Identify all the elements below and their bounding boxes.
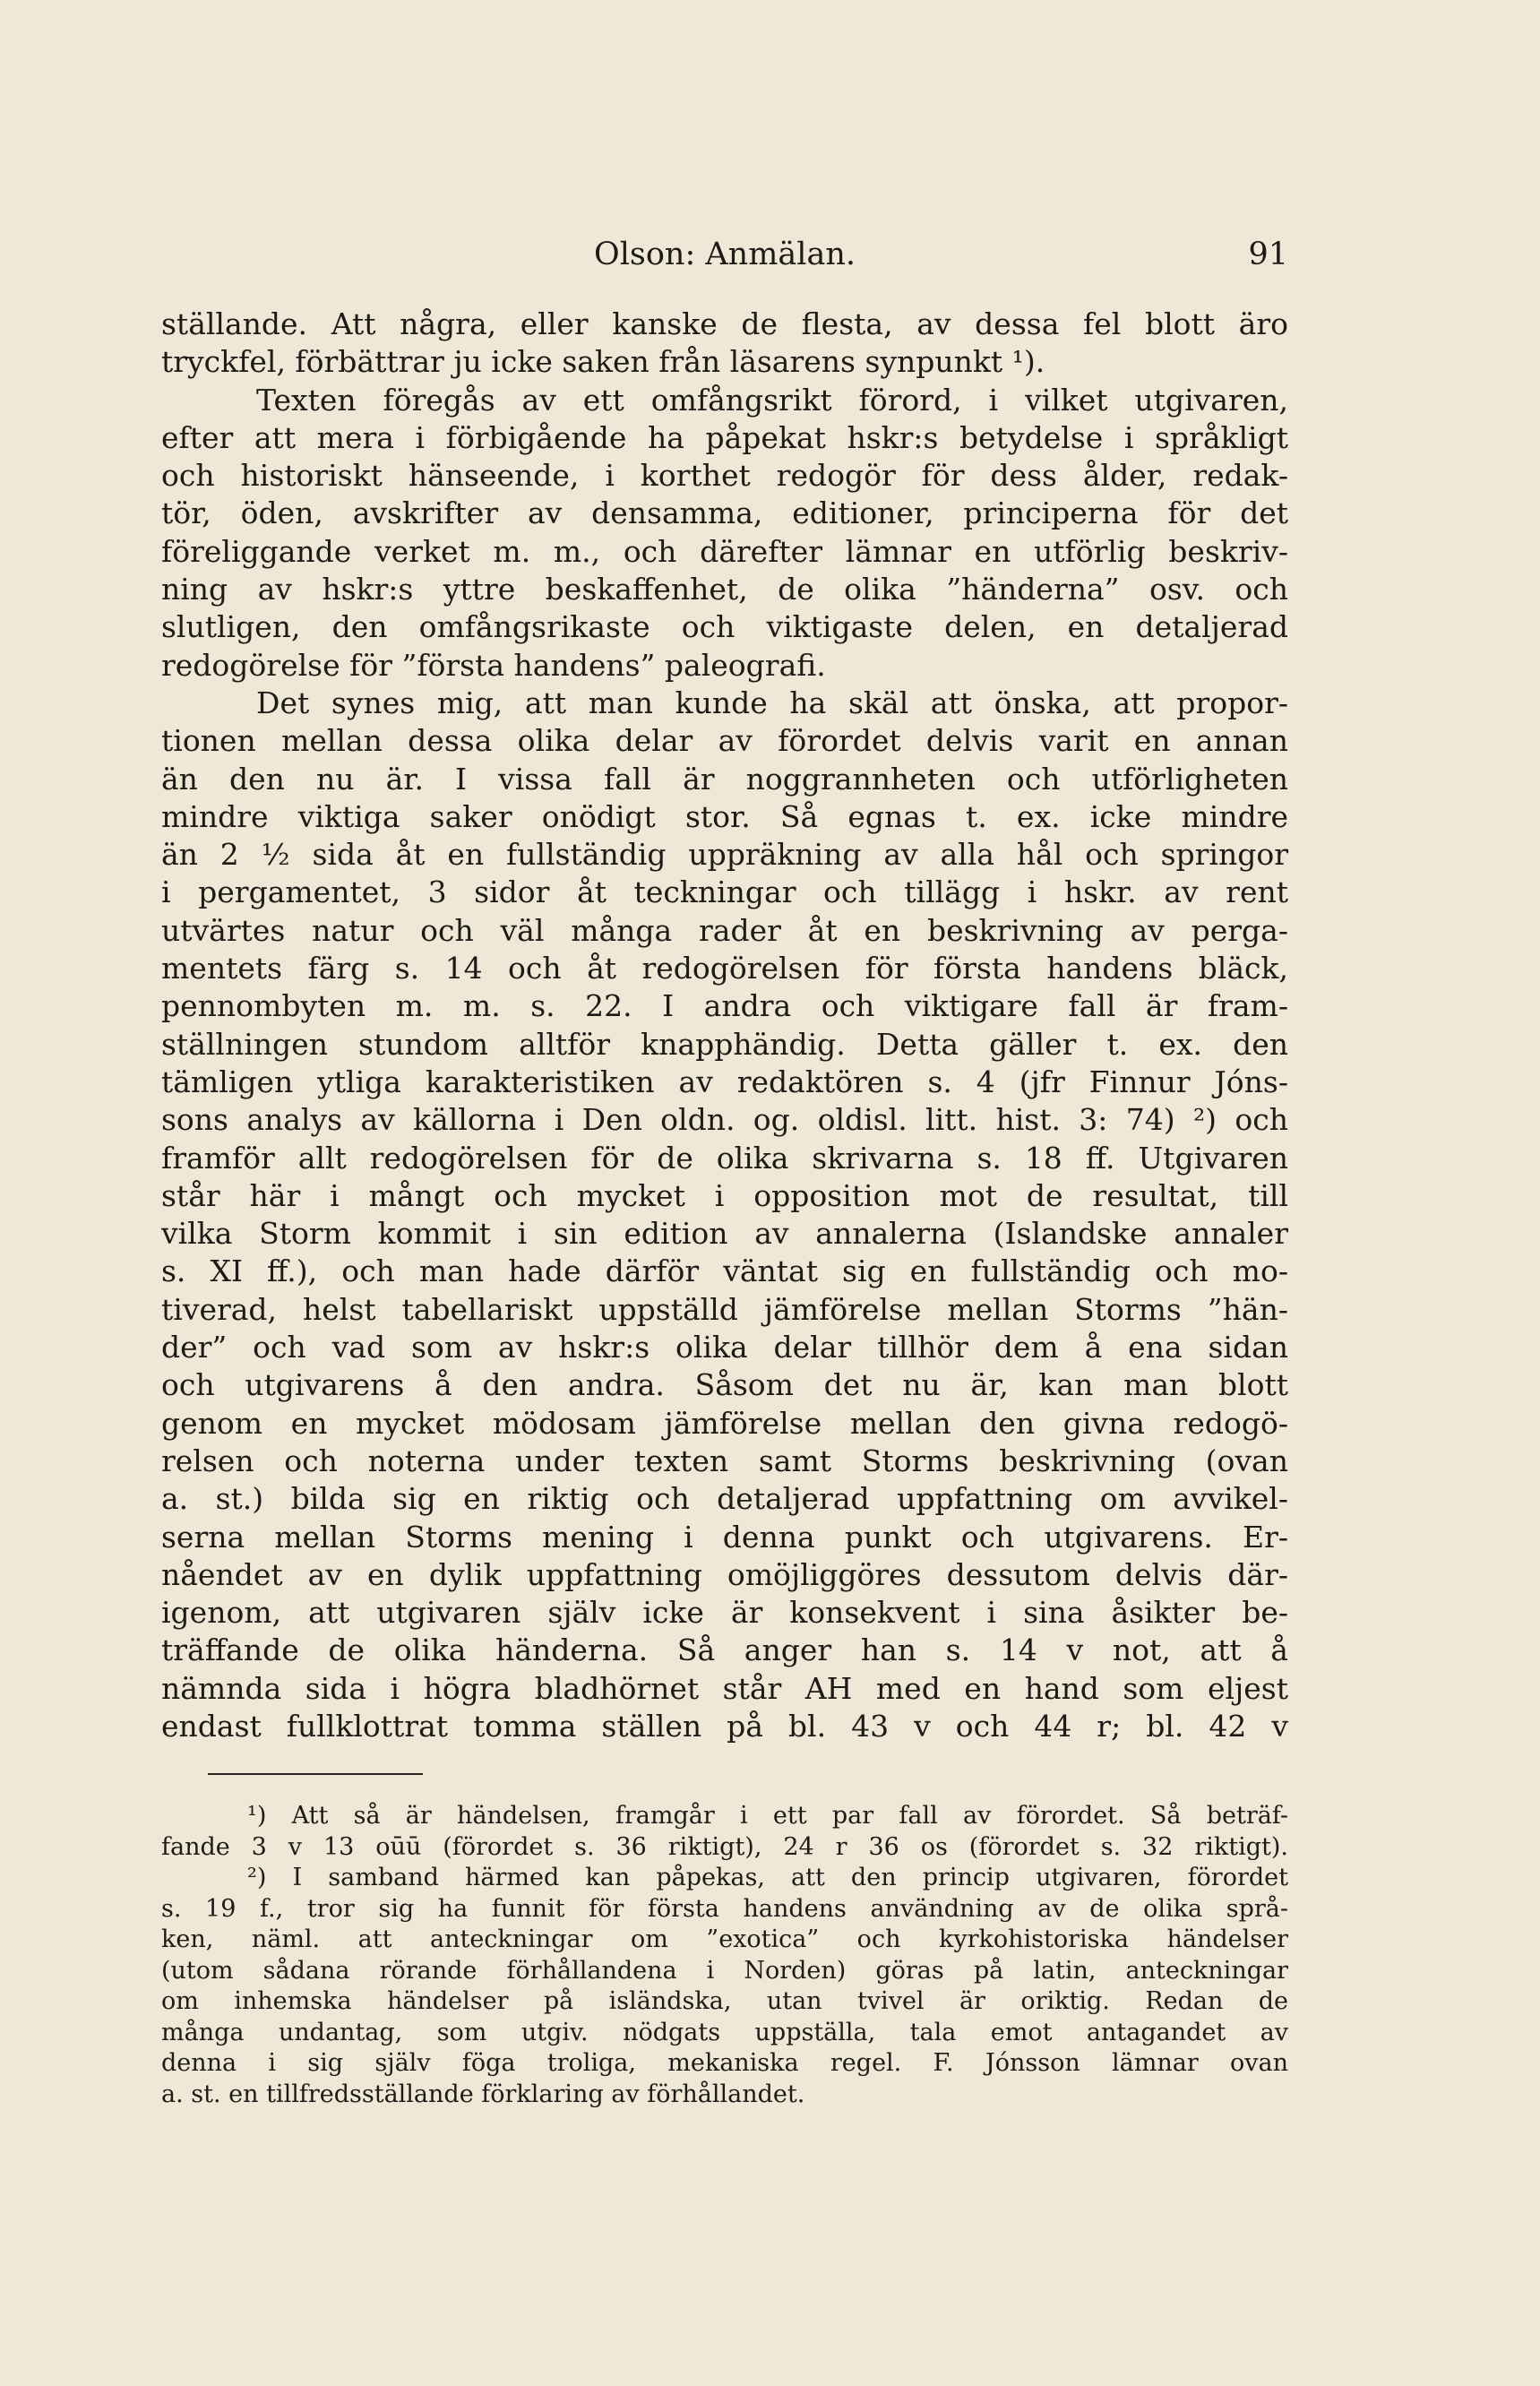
body-line: i pergamentet, 3 sidor åt teckningar och tillägg i hskr. av rent: [161, 874, 1288, 910]
body-line: utvärtes natur och väl många rader åt en beskrivning av perga-: [161, 912, 1288, 948]
body-line: träffande de olika händerna. Så anger han s. 14 v not, att å: [161, 1632, 1288, 1668]
body-line: ställande. Att några, eller kanske de flesta, av dessa fel blott äro: [161, 306, 1288, 341]
body-line: a. st.) bilda sig en riktig och detaljerad uppfattning om avvikel-: [161, 1481, 1288, 1517]
body-line: genom en mycket mödosam jämförelse mellan den givna redogö-: [161, 1405, 1288, 1441]
footnote-divider: [208, 1773, 423, 1775]
body-line: nåendet av en dylik uppfattning omöjliggöres dessutom delvis där-: [161, 1556, 1288, 1592]
running-title: Olson: Anmälan.: [594, 237, 856, 272]
body-line: tämligen ytliga karakteristiken av redaktören s. 4 (jfr Finnur Jóns-: [161, 1064, 1288, 1099]
body-line: Texten föregås av ett omfångsrikt förord, i vilket utgivaren,: [256, 382, 1288, 418]
footnotes: [161, 1801, 1288, 2110]
body-line: och historiskt hänseende, i korthet redogör för dess ålder, redak-: [161, 458, 1288, 494]
footnote-line: ken, näml. att anteckningar om ”exotica” och kyrkohistoriska händelser: [161, 1925, 1288, 1953]
body-line: föreliggande verket m. m., och därefter lämnar en utförlig beskriv-: [161, 533, 1288, 569]
footnote-line: många undantag, som utgiv. nödgats uppställa, tala emot antagandet av: [161, 2018, 1288, 2046]
body-line: s. XI ff.), och man hade därför väntat sig en fullständig och mo-: [161, 1253, 1288, 1289]
body-line: nämnda sida i högra bladhörnet står AH med en hand som eljest: [161, 1670, 1288, 1706]
footnote-line: s. 19 f., tror sig ha funnit för första handens användning av de olika språ-: [161, 1894, 1288, 1923]
footnote-line: denna i sig själv föga troliga, mekaniska regel. F. Jónsson lämnar ovan: [161, 2049, 1288, 2077]
body-line: mindre viktiga saker onödigt stor. Så egnas t. ex. icke mindre: [161, 798, 1288, 834]
body-line: tiverad, helst tabellariskt uppställd jämförelse mellan Storms ”hän-: [161, 1291, 1288, 1327]
body-line: tionen mellan dessa olika delar av förordet delvis varit en annan: [161, 723, 1288, 759]
page-number: 91: [1248, 237, 1288, 272]
body-line: pennombyten m. m. s. 22. I andra och viktigare fall är fram-: [161, 988, 1288, 1024]
footnote-line: om inhemska händelser på isländska, utan tvivel är oriktig. Redan de: [161, 1987, 1288, 2015]
body-line: än 2 ½ sida åt en fullständig uppräkning av alla hål och springor: [161, 837, 1288, 873]
body-text: [161, 306, 1288, 1745]
body-line: igenom, att utgivaren själv icke är konsekvent i sina åsikter be-: [161, 1595, 1288, 1631]
footnote-line: (utom sådana rörande förhållandena i Norden) göras på latin, anteckningar: [161, 1956, 1288, 1985]
body-line: serna mellan Storms mening i denna punkt och utgivarens. Er-: [161, 1519, 1288, 1555]
footnote-line: a. st. en tillfredsställande förklaring av förhållandet.: [161, 2080, 805, 2108]
body-line: än den nu är. I vissa fall är noggrannheten och utförligheten: [161, 761, 1288, 797]
footnote-line: fande 3 v 13 oūū (förordet s. 36 riktigt), 24 r 36 os (förordet s. 32 riktigt).: [161, 1832, 1288, 1861]
body-line: vilka Storm kommit i sin edition av annalerna (Islandske annaler: [161, 1216, 1288, 1252]
body-line: mentets färg s. 14 och åt redogörelsen för första handens bläck,: [161, 951, 1288, 986]
running-head: [161, 231, 1288, 278]
footnote-line: ²) I samband härmed kan påpekas, att den princip utgivaren, förordet: [247, 1864, 1288, 1891]
body-line: ställningen stundom alltför knapphändig. Detta gäller t. ex. den: [161, 1026, 1288, 1062]
body-line: relsen och noterna under texten samt Storms beskrivning (ovan: [161, 1443, 1288, 1478]
body-line: efter att mera i förbigående ha påpekat hskr:s betydelse i språkligt: [161, 419, 1288, 455]
body-line: och utgivarens å den andra. Såsom det nu är, kan man blott: [161, 1367, 1288, 1403]
body-line: står här i mångt och mycket i opposition mot de resultat, till: [161, 1177, 1288, 1213]
body-line: redogörelse för ”första handens” paleografi.: [161, 647, 826, 683]
body-line: framför allt redogörelsen för de olika skrivarna s. 18 ff. Utgivaren: [161, 1140, 1288, 1176]
body-line: tör, öden, avskrifter av densamma, editioner, principerna för det: [161, 495, 1288, 531]
body-line: tryckfel, förbättrar ju icke saken från läsarens synpunkt ¹).: [161, 344, 1045, 380]
footnote-line: ¹) Att så är händelsen, framgår i ett par fall av förordet. Så beträf-: [247, 1802, 1288, 1830]
body-line: sons analys av källorna i Den oldn. og. oldisl. litt. hist. 3: 74) ²) och: [161, 1102, 1288, 1138]
body-line: ning av hskr:s yttre beskaffenhet, de olika ”händerna” osv. och: [161, 572, 1288, 607]
body-line: endast fullklottrat tomma ställen på bl. 43 v och 44 r; bl. 42 v: [161, 1708, 1288, 1744]
body-line: Det synes mig, att man kunde ha skäl att önska, att propor-: [256, 685, 1288, 720]
body-line: der” och vad som av hskr:s olika delar tillhör dem å ena sidan: [161, 1330, 1288, 1365]
body-line: slutligen, den omfångsrikaste och viktigaste delen, en detaljerad: [161, 609, 1288, 645]
